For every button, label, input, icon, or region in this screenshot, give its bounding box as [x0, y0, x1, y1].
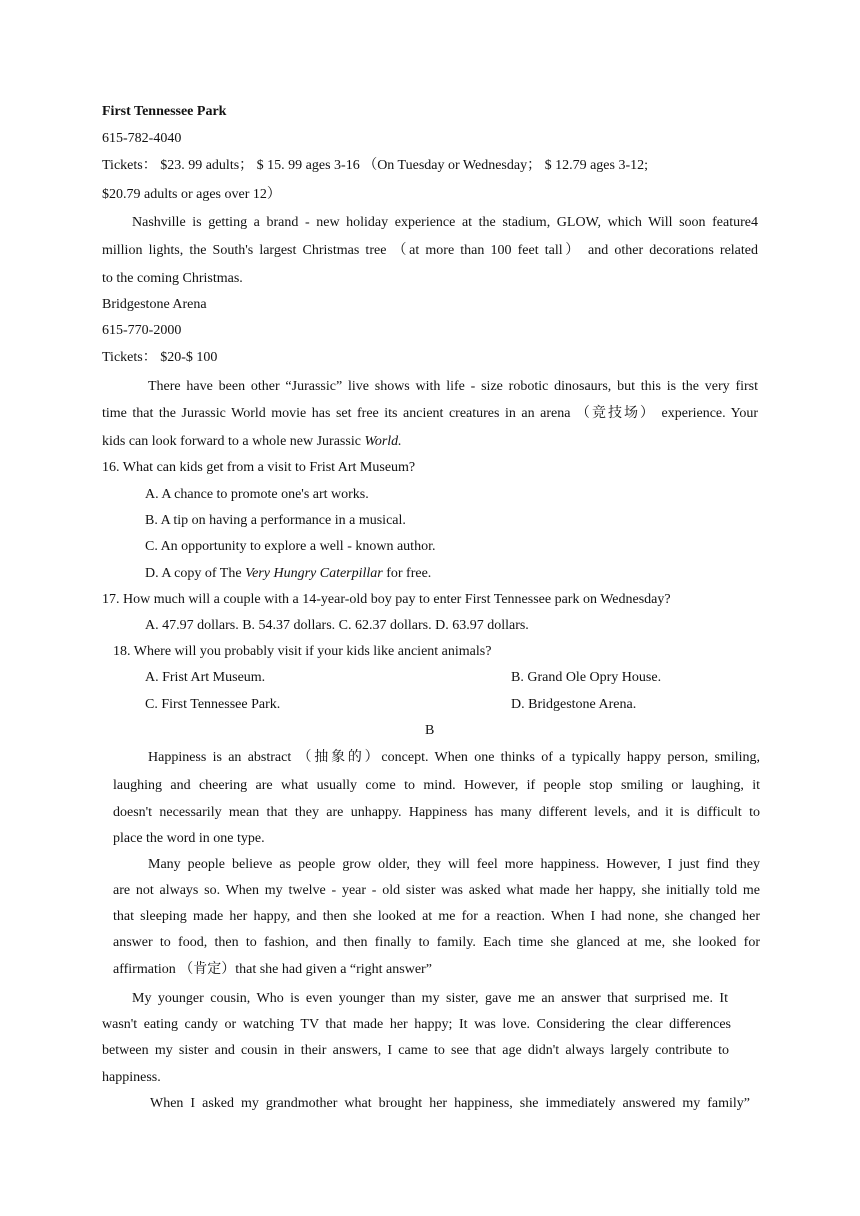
- question-17-stem: 17. How much will a couple with a 14-year-old boy pay to enter First Tennessee park on Wednesday?: [102, 592, 671, 607]
- passage-p2-line-4: answer to food, then to fashion, and then finally to family. Each time she glanced at me, she looked for: [113, 935, 760, 950]
- question-18-option-c: C. First Tennessee Park.: [145, 697, 281, 712]
- park-tickets-line-2: $20.79 adults or ages over 12）: [102, 187, 281, 202]
- question-18-option-a: A. Frist Art Museum.: [145, 670, 266, 685]
- arena-desc-line-1: There have been other “Jurassic” live shows with life - size robotic dinosaurs, but this is the very first: [148, 379, 758, 394]
- passage-p2-line-5: affirmation （肯定）that she had given a “right answer”: [113, 962, 432, 977]
- question-16-option-b: B. A tip on having a performance in a musical.: [145, 513, 406, 528]
- passage-p3-line-4: happiness.: [102, 1070, 161, 1085]
- question-16-option-c: C. An opportunity to explore a well - known author.: [145, 539, 436, 554]
- park-name: First Tennessee Park: [102, 104, 227, 119]
- passage-p2-line-2: are not always so. When my twelve - year - old sister was asked what made her happy, she initially told me: [113, 883, 760, 898]
- passage-p1-line-4: place the word in one type.: [113, 831, 265, 846]
- passage-p1-line-1: Happiness is an abstract （抽象的）concept. When one thinks of a typically happy person, smiling,: [148, 750, 760, 765]
- question-16-option-a: A. A chance to promote one's art works.: [145, 487, 369, 502]
- question-18-option-b: B. Grand Ole Opry House.: [511, 670, 662, 685]
- question-18-stem: 18. Where will you probably visit if your kids like ancient animals?: [113, 644, 492, 659]
- passage-p1-line-3: doesn't necessarily mean that they are unhappy. Happiness has many different levels, and it is difficult to: [113, 805, 760, 820]
- passage-p3-line-2: wasn't eating candy or watching TV that made her happy; It was love. Considering the clear differences: [102, 1017, 731, 1032]
- arena-name: Bridgestone Arena: [102, 297, 207, 312]
- passage-p2-line-3: that sleeping made her happy, and then she looked at me for a reaction. When I had none, she changed her: [113, 909, 760, 924]
- passage-p3-line-3: between my sister and cousin in their answers, I came to see that age didn't always largely contribute to: [102, 1043, 729, 1058]
- question-16-option-d: D. A copy of The Very Hungry Caterpillar for free.: [145, 566, 432, 581]
- arena-desc-line-3: kids can look forward to a whole new Jurassic World.: [102, 434, 402, 449]
- passage-p2-line-1: Many people believe as people grow older, they will feel more happiness. However, I just find they: [148, 857, 760, 872]
- question-18-option-d: D. Bridgestone Arena.: [511, 697, 637, 712]
- passage-p3-line-1: My younger cousin, Who is even younger than my sister, gave me an answer that surprised me. It: [132, 991, 728, 1006]
- question-17-options: A. 47.97 dollars. B. 54.37 dollars. C. 62.37 dollars. D. 63.97 dollars.: [145, 618, 529, 633]
- park-desc-line-2: million lights, the South's largest Christmas tree （at more than 100 feet tall） and other decorations related: [102, 243, 758, 258]
- passage-p4-line-1: When I asked my grandmother what brought her happiness, she immediately answered my family”: [150, 1096, 750, 1111]
- passage-p1-line-2: laughing and cheering are what usually come to mind. However, if people stop smiling or laughing, it: [113, 778, 760, 793]
- section-heading: B: [425, 723, 435, 738]
- arena-desc-line-2: time that the Jurassic World movie has set free its ancient creatures in an arena （竞技场） experience. Your: [102, 406, 758, 421]
- park-tickets-line-1: Tickets： $23. 99 adults； $ 15. 99 ages 3-16 （On Tuesday or Wednesday； $ 12.79 ages 3-12;: [102, 158, 649, 173]
- question-16-stem: 16. What can kids get from a visit to Frist Art Museum?: [102, 460, 416, 475]
- park-desc-line-3: to the coming Christmas.: [102, 271, 243, 286]
- park-desc-line-1: Nashville is getting a brand - new holiday experience at the stadium, GLOW, which Will soon feature4: [132, 215, 758, 230]
- arena-phone: 615-770-2000: [102, 323, 182, 338]
- park-phone: 615-782-4040: [102, 131, 182, 146]
- arena-tickets: Tickets： $20-$ 100: [102, 350, 218, 365]
